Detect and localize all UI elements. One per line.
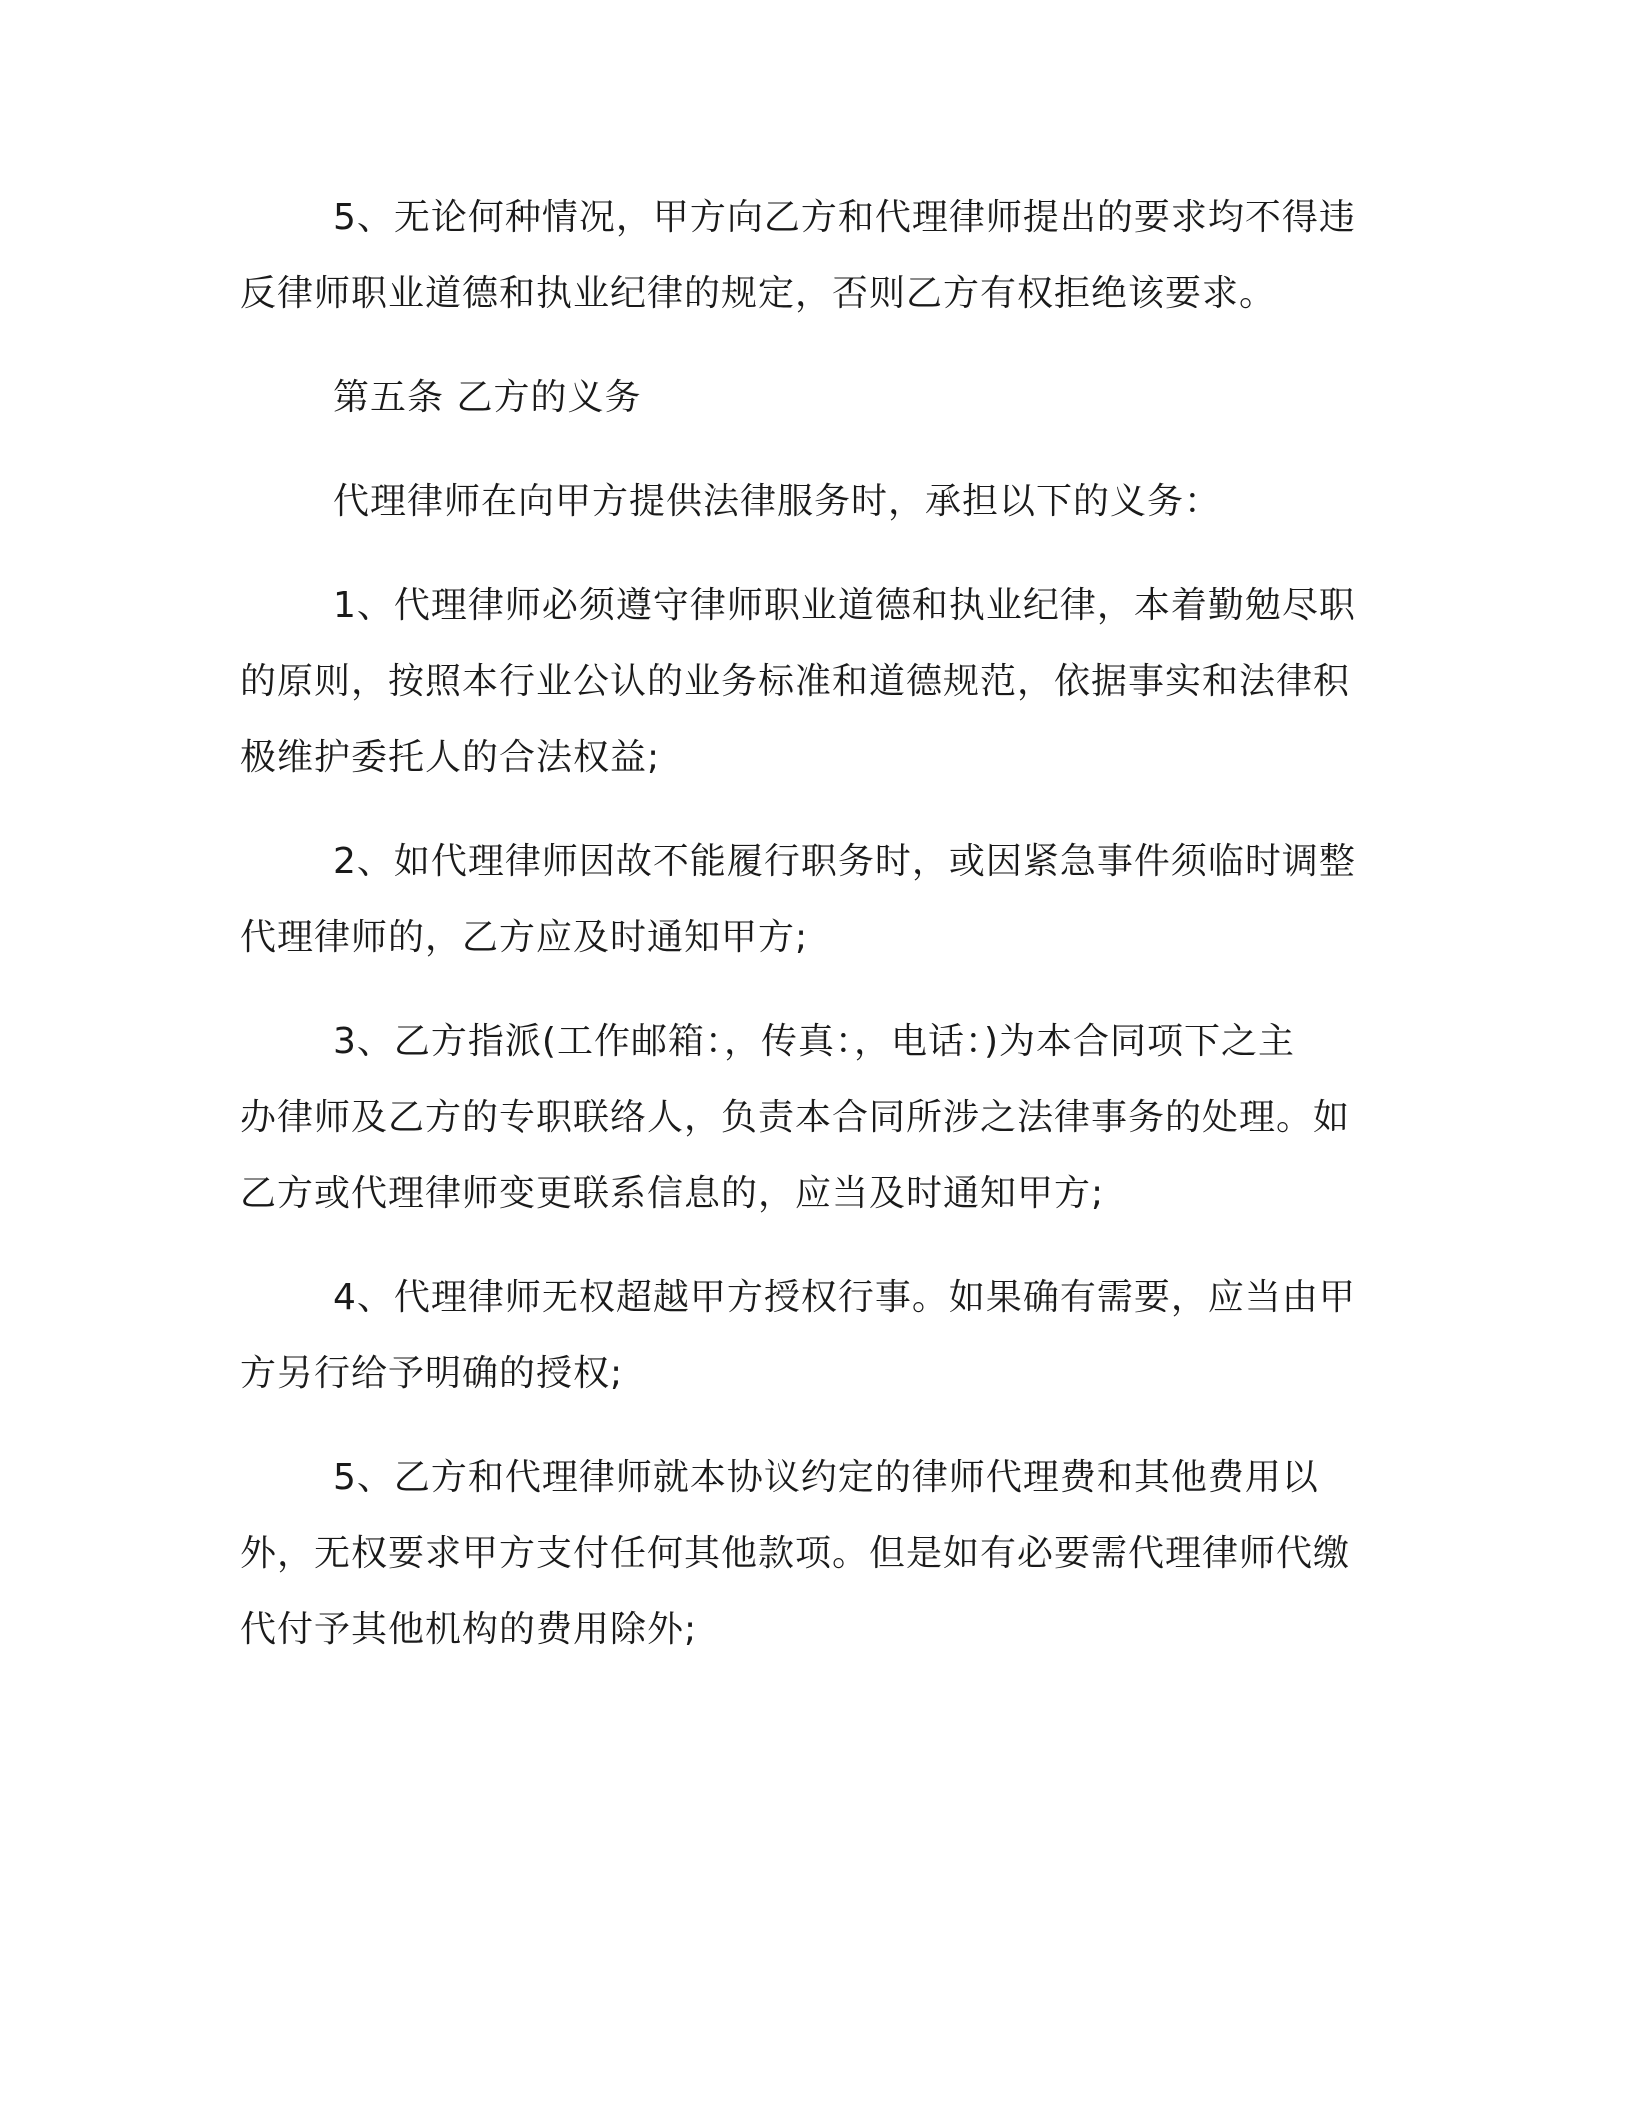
clause-5-3-line-1: 3、乙方指派(工作邮箱：，传真：，电话：)为本合同项下之主	[333, 1021, 1295, 1062]
clause-5-5-line-2: 外，无权要求甲方支付任何其他款项。但是如有必要需代理律师代缴	[240, 1533, 1351, 1574]
clause-5-1-line-2: 的原则，按照本行业公认的业务标准和道德规范，依据事实和法律积	[240, 661, 1351, 702]
clause-5-2-line-2: 代理律师的，乙方应及时通知甲方;	[240, 917, 809, 958]
clause-5-3-line-2: 办律师及乙方的专职联络人，负责本合同所涉之法律事务的处理。如	[240, 1097, 1351, 1138]
clause-5-1-line-1: 1、代理律师必须遵守律师职业道德和执业纪律，本着勤勉尽职	[333, 585, 1356, 626]
clause-5-5-line-3: 代付予其他机构的费用除外;	[240, 1609, 698, 1650]
clause-4-5-line-2: 反律师职业道德和执业纪律的规定，否则乙方有权拒绝该要求。	[240, 273, 1277, 314]
clause-5-1-line-3: 极维护委托人的合法权益;	[240, 737, 661, 778]
clause-5-4-line-2: 方另行给予明确的授权;	[240, 1353, 624, 1394]
clause-5-4-line-1: 4、代理律师无权超越甲方授权行事。如果确有需要，应当由甲	[333, 1277, 1356, 1318]
clause-5-2-line-1: 2、如代理律师因故不能履行职务时，或因紧急事件须临时调整	[333, 841, 1356, 882]
article-5-heading: 第五条 乙方的义务	[333, 377, 642, 418]
clause-4-5-line-1: 5、无论何种情况，甲方向乙方和代理律师提出的要求均不得违	[333, 197, 1356, 238]
clause-5-3-line-3: 乙方或代理律师变更联系信息的，应当及时通知甲方;	[240, 1173, 1105, 1214]
article-5-intro: 代理律师在向甲方提供法律服务时，承担以下的义务：	[333, 481, 1222, 522]
clause-5-5-line-1: 5、乙方和代理律师就本协议约定的律师代理费和其他费用以	[333, 1457, 1319, 1498]
